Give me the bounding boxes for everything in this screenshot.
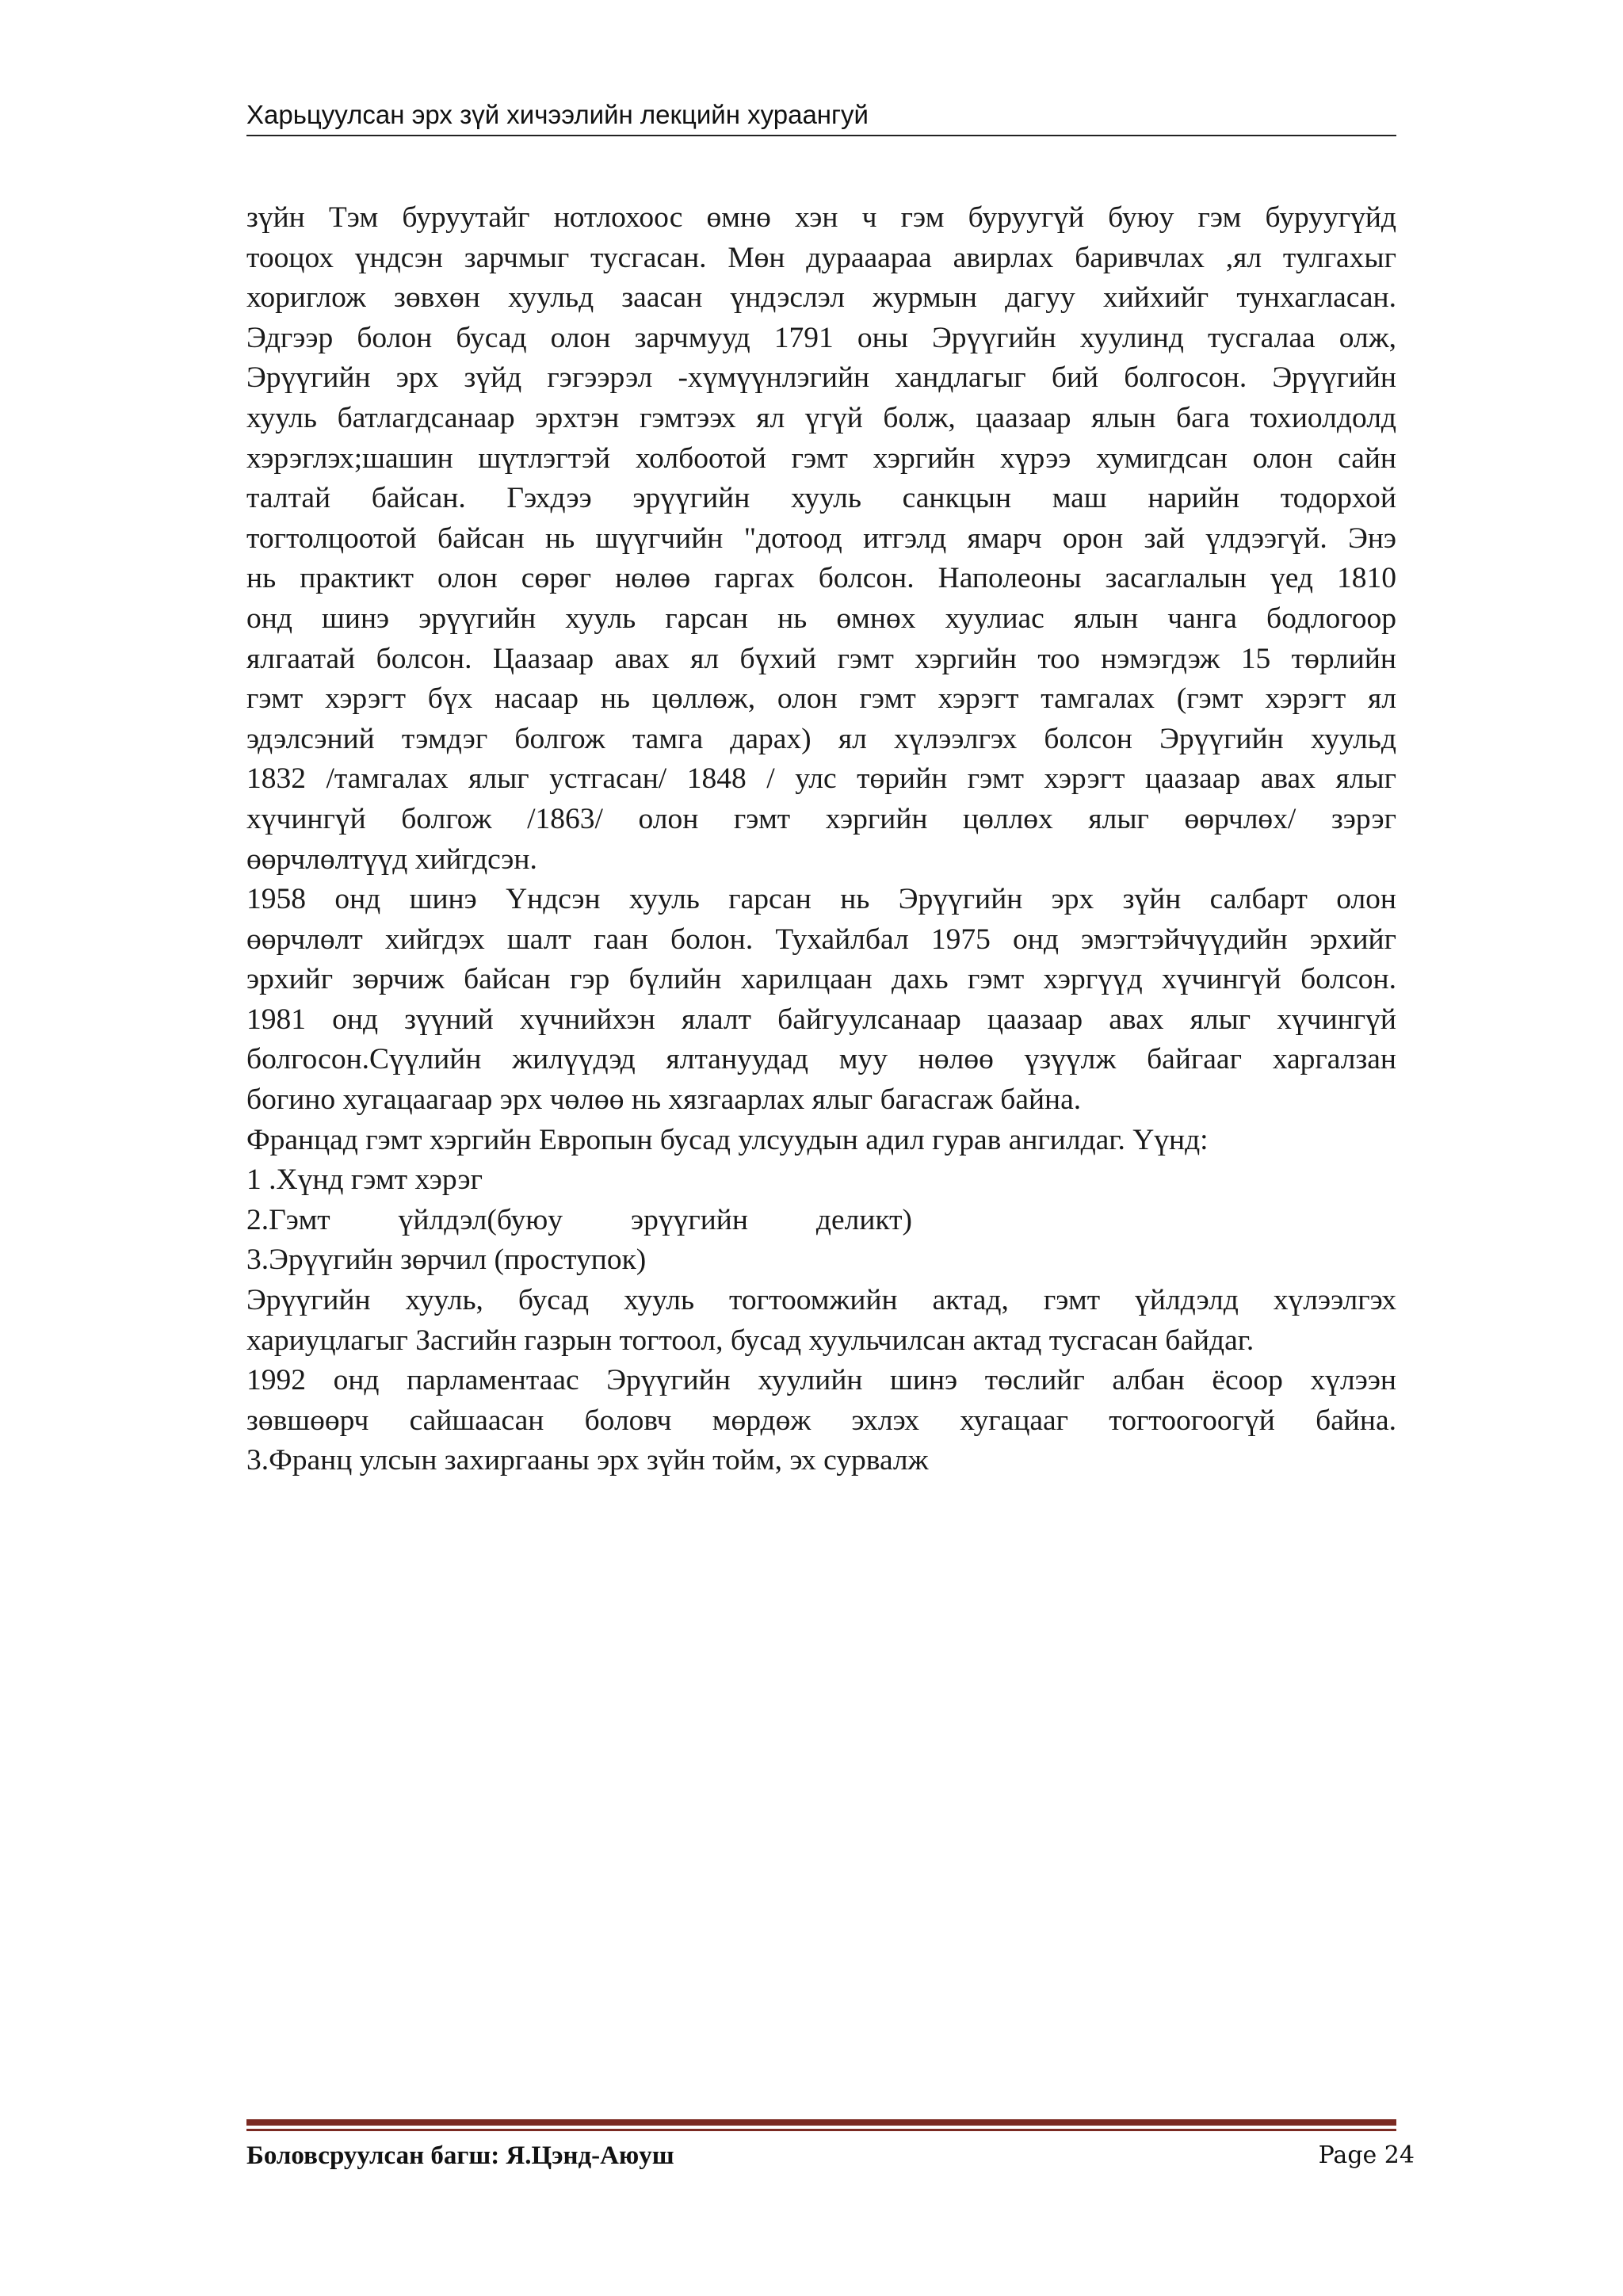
text-line: Эрүүгийн хууль, бусад хууль тогтоомжийн актад, гэмт үйлдэлд хүлээлгэх [246, 1284, 1396, 1317]
paragraph-3: Францад гэмт хэргийн Европын бусад улсуудын адил гурав ангилдаг. Үүнд: [246, 1123, 1209, 1156]
text-line: ялгаатай болсон. Цаазаар авах ял бүхий гэмт хэргийн тоо нэмэгдэж 15 төрлийн [246, 642, 1396, 675]
text-line: тогтолцоотой байсан нь шүүгчийн "дотоод итгэлд ямарч орон зай үлдээгүй. Энэ [246, 521, 1396, 555]
footer-divider [246, 2129, 1396, 2131]
text-line: нь практикт олон сөрөг нөлөө гаргах болсон. Наполеоны засаглалын үед 1810 [246, 562, 1396, 595]
footer-divider [246, 2119, 1396, 2126]
text-line: эрхийг зөрчиж байсан гэр бүлийн харилцаан дахь гэмт хэргүүд хүчингүй болсон. [246, 963, 1396, 996]
body-text [246, 198, 1396, 1481]
text-line: хориглож зөвхөн хуульд заасан үндэслэл журмын дагуу хийхийг тунхагласан. [246, 281, 1396, 315]
footer-author: Боловсруулсан багш: Я.Цэнд-Аюуш [246, 2141, 674, 2170]
text-line: болгосон.Сүүлийн жилүүдэд ялтануудад муу нөлөө үзүүлж байгааг харгалзан [246, 1043, 1396, 1076]
text-line: эдэлсэний тэмдэг болгож тамга дарах) ял хүлээлгэх болсон Эрүүгийн хуульд [246, 722, 1396, 755]
text-line: өөрчлөлтүүд хийгдсэн. [246, 842, 537, 876]
text-line: өөрчлөлт хийгдэх шалт гаан болон. Тухайлбал 1975 онд эмэгтэйчүүдийн эрхийг [246, 923, 1396, 956]
list-item-part: 2.Гэмт [246, 1203, 330, 1236]
paragraph-5 [246, 1361, 1396, 1441]
text-line: богино хугацаагаар эрх чөлөө нь хязгаарлах ялыг багасгаж байна. [246, 1083, 1082, 1117]
text-line: хүчингүй болгож /1863/ олон гэмт хэргийн цөллөх ялыг өөрчлөх/ зэрэг [246, 802, 1396, 835]
text-line: хууль батлагдсанаар эрхтэн гэмтээх ял үгүй болж, цаазаар ялын бага тохиолдолд [246, 401, 1396, 434]
text-line: тооцох үндсэн зарчмыг тусгасан. Мөн дурааараа авирлах баривчлах ,ял тулгахыг [246, 241, 1396, 274]
text-line: Эрүүгийн эрх зүйд гэгээрэл -хүмүүнлэгийн хандлагыг бий болгосон. Эрүүгийн [246, 361, 1396, 395]
page-number: Page 24 [1318, 2141, 1415, 2169]
list-item: 3.Эрүүгийн зөрчил (проступок) [246, 1244, 647, 1277]
paragraph-2 [246, 880, 1396, 1121]
text-line: Эдгээр болон бусад олон зарчмууд 1791 оны Эрүүгийн хуулинд тусгалаа олж, [246, 321, 1396, 354]
list-item-part: эрүүгийн [630, 1203, 748, 1236]
section-heading: 3.Франц улсын захиргааны эрх зүйн тойм, эх сурвалж [246, 1444, 929, 1477]
list-item-part: деликт) [815, 1203, 912, 1236]
text-line: зөвшөөрч сайшаасан боловч мөрдөж эхлэх хугацааг тогтоогоогүй байна. [246, 1404, 1396, 1437]
text-line: 1992 онд парламентаас Эрүүгийн хуулийн шинэ төслийг албан ёсоор хүлээн [246, 1364, 1396, 1397]
list-item [246, 1201, 912, 1241]
header-title: Харьцуулсан эрх зүй хичээлийн лекцийн хураангуй [246, 100, 869, 129]
paragraph-4 [246, 1281, 1396, 1361]
list-item: 1 .Хүнд гэмт хэрэг [246, 1163, 483, 1197]
text-line: хэрэглэх;шашин шүтлэгтэй холбоотой гэмт хэргийн хүрээ хумигдсан олон сайн [246, 441, 1396, 475]
text-line: 1981 онд зүүний хүчнийхэн ялалт байгуулсанаар цаазаар авах ялыг хүчингүй [246, 1003, 1396, 1036]
text-line: онд шинэ эрүүгийн хууль гарсан нь өмнөх хуулиас ялын чанга бодлогоор [246, 602, 1396, 635]
text-line: гэмт хэрэгт бүх насаар нь цөллөж, олон гэмт хэрэгт тамгалах (гэмт хэрэгт ял [246, 682, 1396, 716]
text-line: зүйн Тэм буруутайг нотлохоос өмнө хэн ч гэм буруугүй буюу гэм буруугүйд [246, 201, 1396, 234]
text-line: 1832 /тамгалах ялыг устгасан/ 1848 / улс төрийн гэмт хэрэгт цаазаар авах ялыг [246, 762, 1396, 796]
text-line: 1958 онд шинэ Үндсэн хууль гарсан нь Эрүүгийн эрх зүйн салбарт олон [246, 883, 1396, 916]
paragraph-1 [246, 198, 1396, 880]
page-header [246, 89, 1396, 136]
list-item-part: үйлдэл(буюу [398, 1203, 563, 1236]
text-line: хариуцлагыг Засгийн газрын тогтоол, бусад хуульчилсан актад тусгасан байдаг. [246, 1324, 1254, 1357]
text-line: талтай байсан. Гэхдээ эрүүгийн хууль санкцын маш нарийн тодорхой [246, 482, 1396, 515]
